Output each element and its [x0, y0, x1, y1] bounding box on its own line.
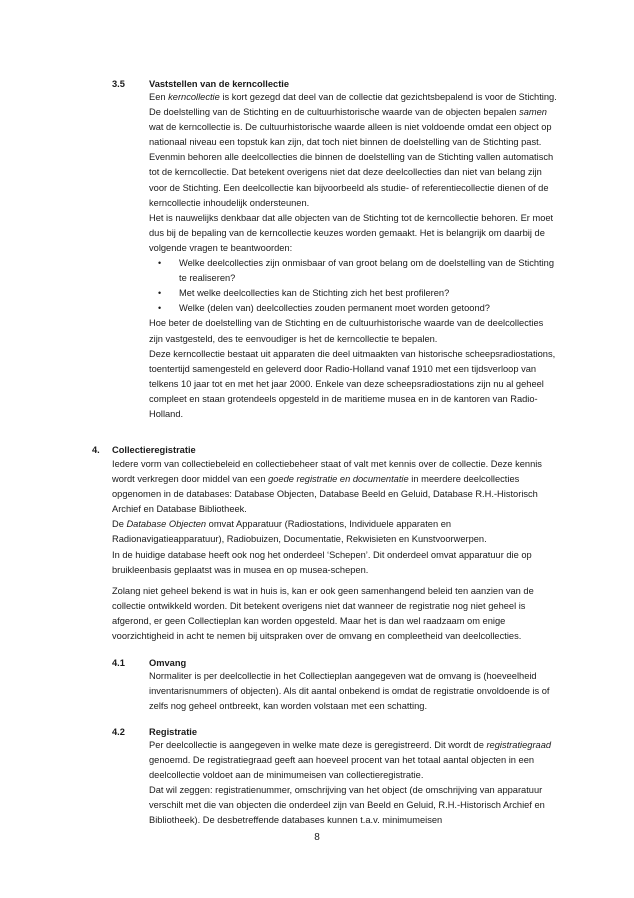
list-item-text: Met welke deelcollecties kan de Stichting zich het best profileren?	[179, 288, 450, 299]
question-list	[149, 256, 557, 316]
section-4-2-title: Registratie	[149, 727, 198, 737]
section-4-paragraph-2	[112, 517, 560, 547]
section-4-paragraph-1	[112, 457, 560, 517]
list-item	[149, 256, 557, 286]
section-4-2-paragraph-2: Dat wil zeggen: registratienummer, omschrijving van het object (de omschrijving van apparatuur verschilt met die van objecten die onderdeel zijn van Beeld en Geluid, R.H.-Historisch Archief en Bibliotheek). De desbetreffende databases kunnen t.a.v. minimumeisen	[149, 785, 545, 826]
text-run: genoemd. De registratiegraad geeft aan hoeveel procent van het totaal aantal objecten in een deelcollectie voldoet aan de minimumeisen van collectieregistratie.	[149, 755, 535, 781]
section-4-1-paragraph-1: Normaliter is per deelcollectie in het Collectieplan aangegeven wat de omvang is (hoeveelheid inventarisnummers of objecten). Als dit aantal onbekend is omdat de registratie onvoldoende is of zelfs nog geheel ontbreekt, kan worden volstaan met een schatting.	[149, 671, 550, 712]
emphasis-registratiegraad: registratiegraad	[486, 740, 552, 750]
list-item	[149, 301, 557, 316]
text-run: Een	[149, 92, 169, 102]
bullet-icon: •	[158, 303, 162, 314]
section-3-5-paragraph-1	[149, 90, 557, 211]
section-4-2-body	[149, 738, 557, 829]
section-4-1-number: 4.1	[112, 658, 125, 668]
section-3-5-title: Vaststellen van de kerncollectie	[149, 79, 290, 89]
section-4-paragraph-3: In de huidige database heeft ook nog het onderdeel ‘Schepen’. Dit onderdeel omvat apparatuur die op bruikleenbasis geplaatst was in musea en op musea-schepen.	[112, 549, 532, 575]
section-3-5-paragraph-3: Hoe beter de doelstelling van de Stichting en de cultuurhistorische waarde van de deelcollecties zijn vastgesteld, des te eenvoudiger is het de kerncollectie te bepalen.	[149, 318, 544, 344]
section-4-number: 4.	[92, 445, 100, 455]
text-run: wat de kerncollectie is. De cultuurhistorische waarde alleen is niet voldoende omdat een object op nationaal niveau een topstuk kan zijn, dat toch niet binnen de doelstelling van de Stichting past. Evenmin behoren alle deelcollecties die binnen de doelstelling van de Stichting vallen automatisch tot de kerncollectie. Dat betekent overigens niet dat deze deelcollecties dan niet van belang zijn voor de Stichting. Een deelcollectie kan bijvoorbeeld als studie- of referentiecollectie dienen of de kerncollectie inhoudelijk ondersteunen.	[149, 122, 554, 208]
section-4-title: Collectieregistratie	[112, 445, 196, 455]
section-3-5-paragraph-2: Het is nauwelijks denkbaar dat alle objecten van de Stichting tot de kerncollectie behoren. Er moet dus bij de bepaling van de kerncollectie keuzes worden gemaakt. Het is belangrijk om daarbij de volgende vragen te beantwoorden:	[149, 212, 554, 253]
list-item-text: Welke deelcollecties zijn onmisbaar of van groot belang om de doelstelling van de Stichting te realiseren?	[179, 258, 555, 284]
section-4-1-title: Omvang	[149, 658, 187, 668]
bullet-icon: •	[158, 288, 162, 299]
section-3-5-paragraph-4: Deze kerncollectie bestaat uit apparaten die deel uitmaakten van historische scheepsradiostations, toentertijd samengesteld en geleverd door Radio-Holland vanaf 1910 met een tijdsverloop van telkens 10 jaar tot en met het jaar 2000. Enkele van deze scheepsradiostations zijn nu al geheel compleet en staan grotendeels opgesteld in de maritieme musea en in de kantoren van Radio-Holland.	[149, 348, 556, 419]
section-4-paragraph-4: Zolang niet geheel bekend is wat in huis is, kan er ook geen samenhangend beleid ten aanzien van de collectie ontwikkeld worden. Dit betekent overigens niet dat wanneer de registratie nog niet geheel is afgerond, er geen Collectieplan kan worden opgesteld. Maar het is dan wel raadzaam om enige voorzichtigheid in acht te nemen bij uitspraken over de omvang en compleetheid van deelcollecties.	[112, 586, 534, 642]
list-item-text: Welke (delen van) deelcollecties zouden permanent moet worden getoond?	[179, 303, 490, 314]
text-run: omvat Apparatuur (Radiostations, Individuele apparaten en Radionavigatieapparatuur), Radiobuizen, Documentatie, Rekwisieten en Kunstvoorwerpen.	[112, 519, 487, 545]
text-run: Per deelcollectie is aangegeven in welke mate deze is geregistreerd. Dit wordt de	[149, 740, 487, 750]
list-item	[149, 286, 557, 301]
emphasis-registratie: goede registratie en documentatie	[268, 474, 409, 485]
section-4-1-body	[149, 669, 557, 714]
bullet-icon: •	[158, 258, 162, 269]
section-4-2-number: 4.2	[112, 727, 125, 737]
section-4-body	[112, 457, 560, 578]
text-run: De	[112, 519, 127, 530]
emphasis-samen: samen	[519, 107, 547, 118]
text-run: is kort gezegd dat deel van de collectie dat gezichtsbepalend is voor de Stichting. De doelstelling van de Stichting en de cultuurhistorische waarde van de objecten bepalen	[149, 92, 557, 118]
section-3-5-number: 3.5	[112, 79, 125, 89]
section-4-body-continued	[112, 584, 560, 644]
section-4-2-paragraph-1	[149, 738, 557, 783]
page-number: 8	[314, 832, 320, 843]
text-run: Iedere vorm van collectiebeleid en collectiebeheer staat of valt met kennis over de collectie. Deze kennis wordt verkregen door middel van een	[112, 459, 542, 485]
emphasis-database-objecten: Database Objecten	[126, 519, 207, 530]
section-3-5-body	[149, 90, 557, 422]
text-run: in meerdere deelcollecties opgenomen in de databases: Database Objecten, Database Beeld en Geluid, Database R.H.-Historisch Archief en Database Bibliotheek.	[112, 474, 538, 515]
emphasis-kerncollectie: kerncollectie	[168, 92, 220, 102]
